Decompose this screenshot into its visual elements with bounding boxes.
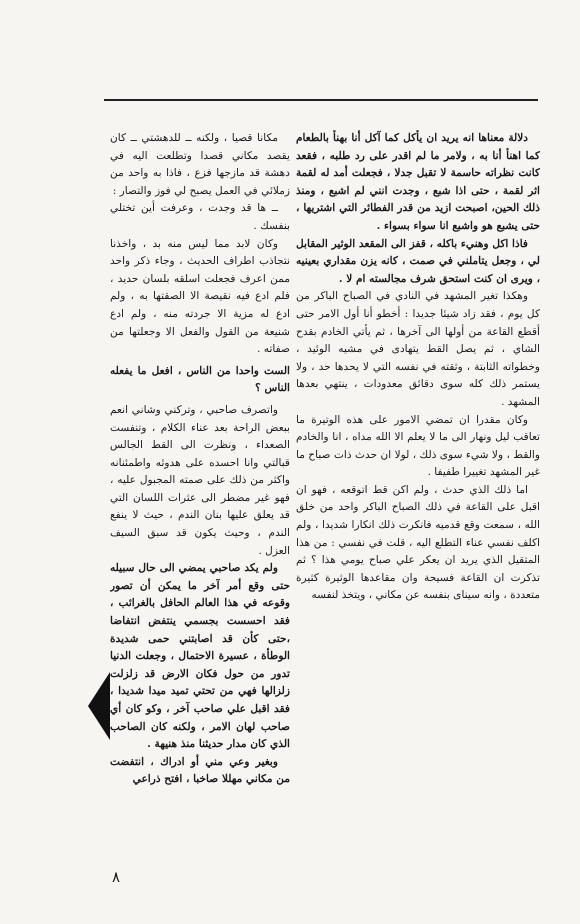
left-column-paragraph: الست واحدا من الناس ، افعل ما يفعله الناس ؟ — [110, 364, 290, 395]
left-text-column — [110, 130, 290, 900]
page-edge-tab-marker — [88, 672, 110, 740]
right-column-paragraph: دلالة معناها انه يريد ان يأكل كما آكل أنا بهنأ بالطعام كما اهنأ أنا به ، ولامر ما لم اقدر على رد طلبه ، فقعد كانت نظراته حاسمة لا تقبل جدلا ، فجعلت أمد له لقمة اثر لقمة ، حتى اذا شبع ، وجدت انني لم اشبع ، ومنذ ذلك الحين، اصبحت ازيد من قدر الفطائر التي اشتريها ، حتى يشبع هو واشبع انا سواء بسواء . — [296, 132, 540, 232]
right-column-paragraph: وهكذا تغير المشهد في النادي في الصباح الباكر من كل يوم ، فقد زاد شيئا جديدا : أخطو أنا أول الامر حتى أقطع القاعة من أولها الى آخرها ، ثم يأتي الخادم بقدح الشاي ، ثم يصل القط يتهادى في مشيه الوئيد ، وخطواته الثابتة ، وثقته في نفسه التي لا يحدها حد ، ولا يستمر ذلك كله سوى دقائق معدودات ، ينتهي بعدها المشهد . — [296, 290, 540, 408]
left-column-paragraph: مكانا قصيا ، ولكنه ــ للدهشتي ــ كان يقصد مكاني قصدا وتطلعت اليه في دهشة قد مازجها فزع ، فاذا به واحد من زملائي في العمل يصبح لي فوز والتصار : — [110, 132, 290, 197]
right-text-column — [296, 130, 540, 905]
right-column-paragraph: اما ذلك الذي حدث ، ولم اكن قط اتوقعه ، فهو ان اقبل على القاعة في ذلك الصباح الباكر واحد من خلق الله ، سمعت وقع قدميه فانكرت ذلك انكارا شديدا ، ولم اكلف نفسي عناء التطلع اليه ، قلت في نفسي : من هذا المتقيل الذي يريد ان يعكر علي صباح يومي هذا ؟ ثم تذكرت ان القاعة فسيحة وان مقاعدها الوثيرة كثيرة متعددة ، وانه سيناى بنفسه عن مكاني ، ويتخذ لنفسه — [296, 483, 540, 602]
left-column-paragraph: ــ ها قد وجدت ، وعرفت أين تختلي بنفسك . — [110, 202, 290, 232]
right-column-paragraph: فاذا اكل وهنيء باكله ، قفز الى المقعد الوثير المقابل لي ، وجعل يتاملني في صمت ، كانه يزن مقداري بعينيه ، ويرى ان كنت استحق شرف مجالسته ام لا . — [296, 237, 540, 285]
right-column-paragraph: وكان مقدرا ان تمضي الامور على هذه الوتيرة ما تعاقب ليل ونهار الى ما لا يعلم الا الله مداه ، انا والخادم والقط ، ولا شيء سوى ذلك ، لولا ان حدث ذات صباح ما غير المشهد تغييرا طفيفا . — [296, 413, 540, 479]
left-column-paragraph: ولم يكد صاحبي يمضي الى حال سبيله حتى وقع أمر آخر ما يمكن أن تصور وقوعه في هذا العالم الحافل بالغرائب ، فقد احسست بجسمي ينتفض انتفاضا ،حتى كأن قد اصابتني حمى شديدة الوطأة ، عسيرة الاحتمال ، وجعلت الدنيا تدور من حول فكان الارض قد زلزلت زلزالها فهي من تحتي تميد ميدا شديدا ، فقد اقبل علي صاحب آخر ، وكو كان أي صاحب لهان الامر ، ولكنه كان الصاحب الذي كان مدار حديثنا منذ هنيهة . — [110, 562, 290, 751]
left-column-paragraph: وبغير وعي مني أو ادراك ، انتفضت من مكاني مهللا صاخبا ، افتح ذراعي — [110, 755, 290, 786]
left-column-paragraph: وكان لابد مما ليس منه بد ، واخذنا نتجاذب اطراف الحديث ، وجاء ذكر واحد ممن اعرف فجعلت اسلقه بلسان حديد ، فلم ادع فيه نقيصة الا الصقتها به ، ولم ادع له مزية الا جردته منه ، ولم ادع شنيعة من القول والفعل الا وجعلتها من صفاته . — [110, 237, 290, 356]
left-column-paragraph: واتصرف صاحبي ، وتركني وشاني انعم ببعض الراحة بعد عناء الكلام ، وتنفست الصعداء ، ونظرت الى القط الجالس قبالتي وانا احسده على هدوئه واطمئنانه واكثر من ذلك على صمته المجبول عليه ، فهو غير مضطر الى عثرات اللسان التي قد يعلق عليها بنان الندم ، حيث لا ينفع الندم ، وحيث يكون قد سبق السيف العزل . — [110, 403, 290, 557]
header-rule — [104, 99, 538, 101]
page-number: ٨ — [112, 868, 121, 886]
